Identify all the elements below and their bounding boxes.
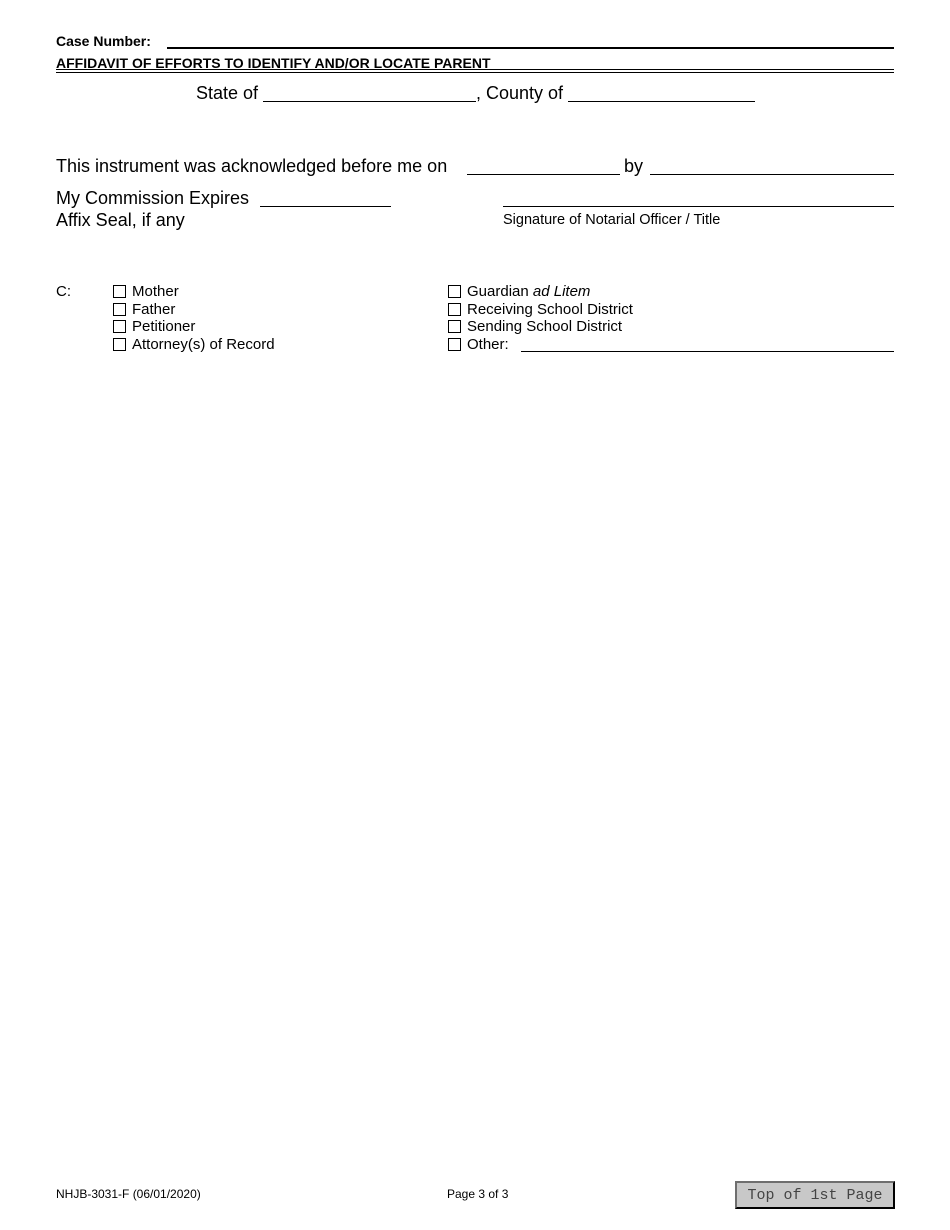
copy-option-label: Attorney(s) of Record [132,335,275,353]
copy-option-label: Mother [132,283,179,301]
copy-option-label: Other: [467,335,509,353]
copy-option-guardian-ad-litem[interactable] [448,283,590,301]
affix-seal-label: Affix Seal, if any [56,210,185,230]
copy-option-sending-school[interactable] [448,318,622,336]
header-rule-top [56,69,894,70]
checkbox[interactable] [113,285,126,298]
copy-option-father[interactable] [113,301,175,319]
copy-option-mother[interactable] [113,283,179,301]
commission-expires-label: My Commission Expires [56,188,250,208]
notary-signature-field[interactable] [503,206,894,207]
acknowledged-by-field[interactable] [650,174,894,175]
case-number-field[interactable] [167,47,894,49]
case-number-label: Case Number: [56,33,151,49]
copy-option-attorney[interactable] [113,336,275,354]
copy-option-label: Petitioner [132,318,196,336]
county-label: , County of [476,83,564,103]
copies-label: C: [56,283,71,300]
copy-option-label: Sending School District [467,318,623,336]
top-of-first-page-button[interactable]: Top of 1st Page [735,1181,895,1209]
copy-option-other[interactable] [448,336,509,354]
acknowledged-text: This instrument was acknowledged before me on [56,156,448,176]
other-recipient-field[interactable] [521,351,894,352]
state-label: State of [196,83,259,103]
checkbox[interactable] [113,338,126,351]
checkbox[interactable] [448,303,461,316]
checkbox[interactable] [448,320,461,333]
header-rule-bottom [56,72,894,73]
copy-option-receiving-school[interactable] [448,301,633,319]
copy-option-label-italic: ad Litem [532,283,591,301]
signature-caption: Signature of Notarial Officer / Title [503,212,721,228]
commission-expires-field[interactable] [260,206,391,207]
county-field[interactable] [568,101,755,102]
checkbox[interactable] [113,303,126,316]
checkbox[interactable] [113,320,126,333]
checkbox[interactable] [448,285,461,298]
copy-option-label: Guardian [467,283,533,301]
page-number: Page 3 of 3 [447,1187,509,1201]
copy-option-label: Receiving School District [467,300,633,318]
form-title: AFFIDAVIT OF EFFORTS TO IDENTIFY AND/OR LOCATE PARENT [56,55,491,71]
state-field[interactable] [263,101,476,102]
by-label: by [624,156,644,176]
checkbox[interactable] [448,338,461,351]
acknowledged-date-field[interactable] [467,174,620,175]
copy-option-petitioner[interactable] [113,318,195,336]
form-id: NHJB-3031-F (06/01/2020) [56,1187,201,1201]
copy-option-label: Father [132,300,176,318]
